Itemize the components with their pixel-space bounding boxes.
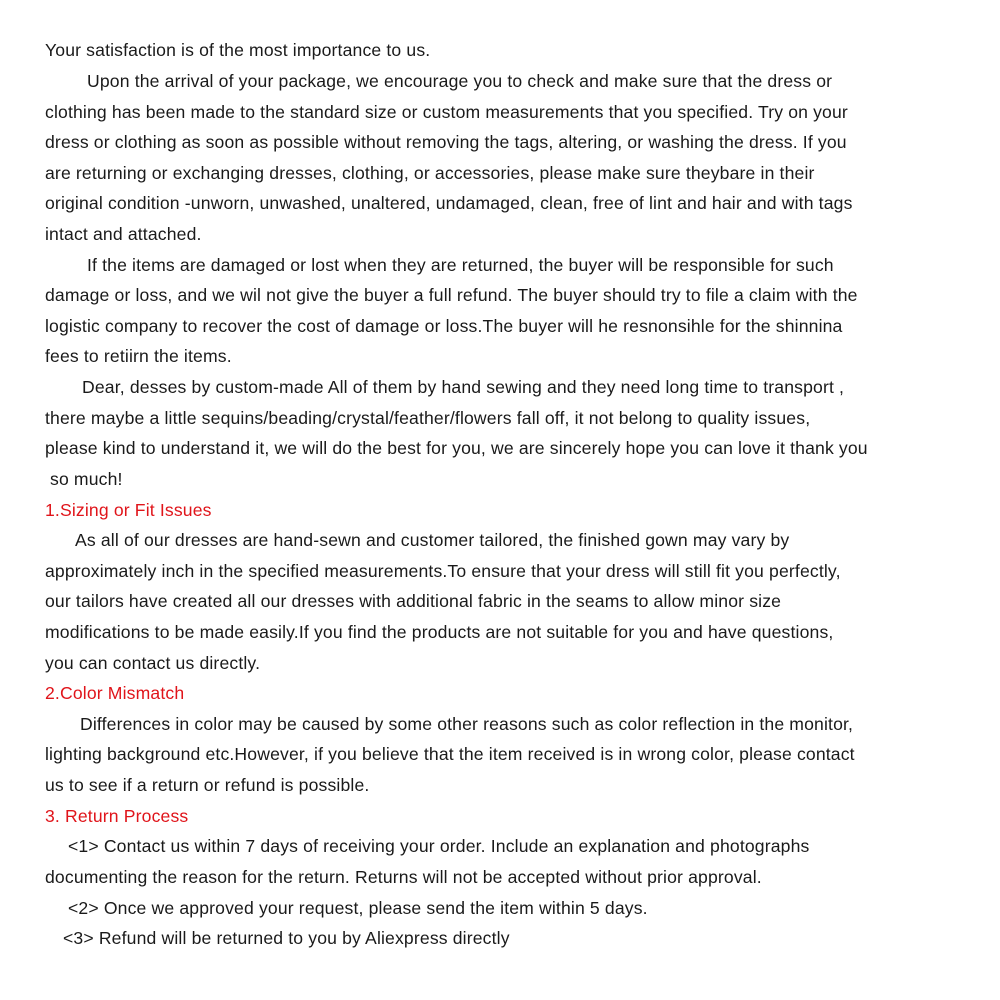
sizing-line: modifications to be made easily.If you find the products are not suitable for you and have questions, [45, 622, 834, 642]
damage-line: logistic company to recover the cost of damage or loss.The buyer will he resnonsihle for the shinnina [45, 316, 843, 336]
handmade-line: so much! [50, 469, 123, 489]
damage-line: damage or loss, and we wil not give the buyer a full refund. The buyer should try to file a claim with the [45, 285, 858, 305]
sizing-line: As all of our dresses are hand-sewn and customer tailored, the finished gown may vary by [75, 530, 790, 550]
returns-step: <2> Once we approved your request, please send the item within 5 days. [68, 898, 648, 918]
intro-text: Your satisfaction is of the most importance to us. [45, 40, 431, 60]
returns-step: <1> Contact us within 7 days of receiving your order. Include an explanation and photographs [68, 836, 810, 856]
sizing-line: approximately inch in the specified measurements.To ensure that your dress will still fit you perfectly, [45, 561, 841, 581]
sizing-line: our tailors have created all our dresses with additional fabric in the seams to allow minor size [45, 591, 782, 611]
inspection-line: intact and attached. [45, 224, 202, 244]
color-heading: 2.Color Mismatch [45, 683, 185, 703]
damage-line: If the items are damaged or lost when they are returned, the buyer will be responsible for such [87, 255, 834, 275]
inspection-line: dress or clothing as soon as possible without removing the tags, altering, or washing the dress. If you [45, 132, 847, 152]
handmade-line: please kind to understand it, we will do the best for you, we are sincerely hope you can love it thank you [45, 438, 868, 458]
returns-step: <3> Refund will be returned to you by Aliexpress directly [63, 928, 510, 948]
color-line: us to see if a return or refund is possible. [45, 775, 370, 795]
inspection-line: clothing has been made to the standard size or custom measurements that you specified. Try on your [45, 102, 848, 122]
sizing-heading: 1.Sizing or Fit Issues [45, 500, 212, 520]
inspection-line: are returning or exchanging dresses, clothing, or accessories, please make sure theybare in their [45, 163, 815, 183]
inspection-line: original condition -unworn, unwashed, unaltered, undamaged, clean, free of lint and hair and with tags [45, 193, 853, 213]
inspection-line: Upon the arrival of your package, we encourage you to check and make sure that the dress or [87, 71, 833, 91]
returns-heading: 3. Return Process [45, 806, 189, 826]
sizing-line: you can contact us directly. [45, 653, 261, 673]
returns-line: documenting the reason for the return. Returns will not be accepted without prior approval. [45, 867, 762, 887]
handmade-line: there maybe a little sequins/beading/crystal/feather/flowers fall off, it not belong to quality issues, [45, 408, 811, 428]
color-line: Differences in color may be caused by some other reasons such as color reflection in the monitor, [80, 714, 854, 734]
handmade-line: Dear, desses by custom-made All of them by hand sewing and they need long time to transport , [82, 377, 845, 397]
damage-line: fees to retiirn the items. [45, 346, 232, 366]
color-line: lighting background etc.However, if you believe that the item received is in wrong color, please contact [45, 744, 855, 764]
